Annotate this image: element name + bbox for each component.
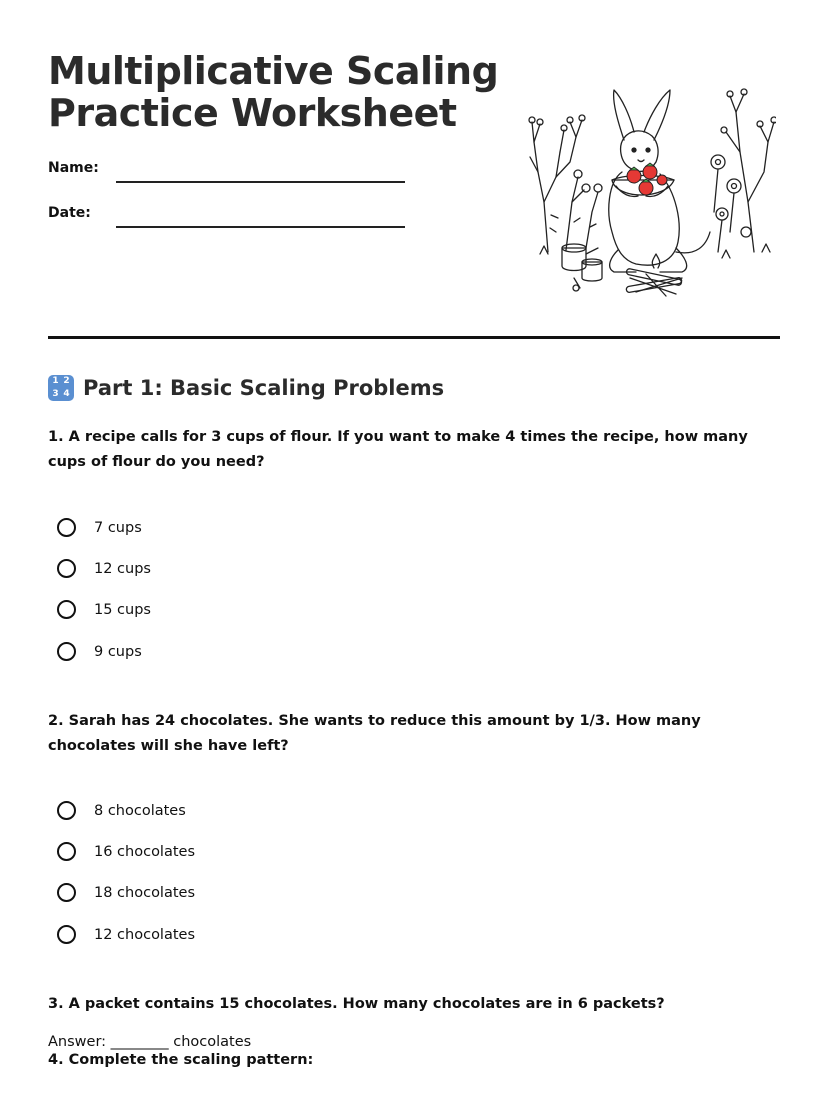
radio-button[interactable] [57, 925, 76, 944]
numbers-keycap-icon [48, 375, 74, 401]
name-field[interactable] [116, 181, 405, 183]
question-2: 2. Sarah has 24 chocolates. She wants to reduce this amount by 1/3. How many chocolates will she have left? [48, 713, 701, 754]
icon-digit: 3 [52, 389, 59, 399]
radio-button[interactable] [57, 642, 76, 661]
option-q2-a[interactable] [57, 801, 186, 820]
option-label: 7 cups [94, 519, 142, 536]
option-label: 16 chocolates [94, 843, 196, 860]
option-q1-d[interactable] [57, 642, 142, 661]
option-label: 8 chocolates [94, 802, 186, 819]
radio-button[interactable] [57, 801, 76, 820]
icon-digit: 4 [63, 389, 70, 399]
option-label: 15 cups [94, 601, 151, 618]
question-3: 3. A packet contains 15 chocolates. How many chocolates are in 6 packets? [48, 996, 665, 1012]
radio-button[interactable] [57, 518, 76, 537]
question-1: 1. A recipe calls for 3 cups of flour. If you want to make 4 times the recipe, how many cups of flour do you need? [48, 429, 748, 470]
icon-digit: 1 [52, 376, 59, 386]
radio-button[interactable] [57, 600, 76, 619]
option-q2-b[interactable] [57, 842, 195, 861]
option-q2-d[interactable] [57, 925, 195, 944]
kangaroo-illustration [526, 82, 776, 300]
answer-blank-q3[interactable]: Answer: ________ chocolates [48, 1034, 252, 1050]
option-q2-c[interactable] [57, 883, 195, 902]
radio-button[interactable] [57, 842, 76, 861]
option-label: 9 cups [94, 643, 142, 660]
part1-heading [48, 375, 444, 401]
question-4: 4. Complete the scaling pattern: [48, 1052, 314, 1068]
part1-title: Part 1: Basic Scaling Problems [83, 376, 445, 400]
kangaroo-right-ear [644, 90, 670, 140]
option-q1-a[interactable] [57, 518, 142, 537]
date-label: Date: [48, 205, 91, 221]
option-label: 18 chocolates [94, 884, 196, 901]
option-q1-b[interactable] [57, 559, 151, 578]
worksheet-title: Multiplicative Scaling Practice Worksheet [48, 49, 499, 135]
option-label: 12 chocolates [94, 926, 196, 943]
radio-button[interactable] [57, 883, 76, 902]
date-field[interactable] [116, 226, 405, 228]
option-label: 12 cups [94, 560, 151, 577]
name-label: Name: [48, 160, 99, 176]
option-q1-c[interactable] [57, 600, 151, 619]
radio-button[interactable] [57, 559, 76, 578]
section-divider [48, 336, 780, 339]
icon-digit: 2 [63, 376, 70, 386]
